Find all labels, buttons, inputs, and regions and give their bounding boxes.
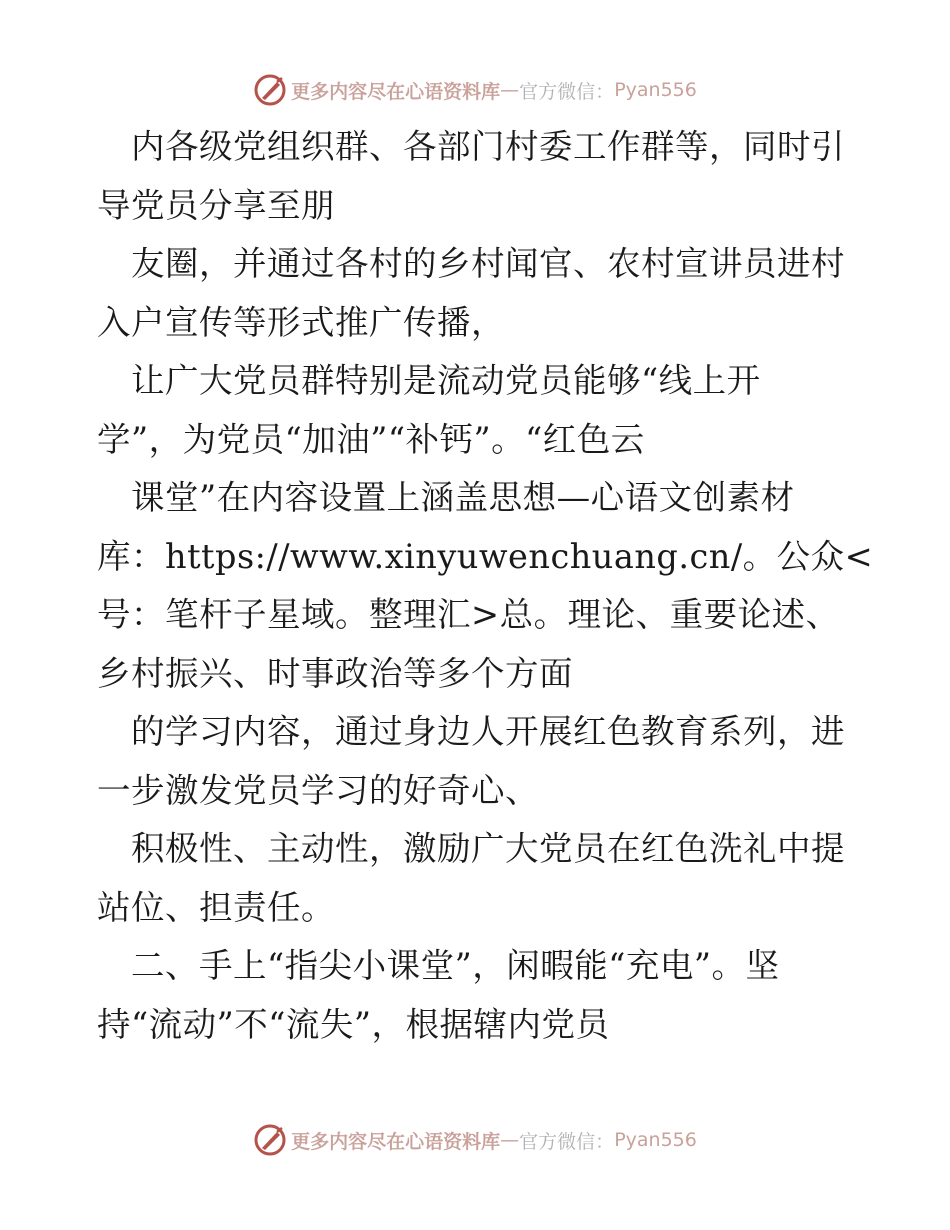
watermark-wechat-id: Pyan556 — [614, 1129, 697, 1151]
text-line: 课堂”在内容设置上涵盖思想—心语文创素材 — [97, 478, 795, 517]
body-text — [97, 118, 874, 1054]
watermark-wechat-id: Pyan556 — [614, 79, 697, 101]
text-line: 站位、担责任。 — [97, 887, 335, 927]
text-line: 持“流动”不“流失”，根据辖内党员 — [97, 1004, 610, 1044]
footer-watermark — [0, 1120, 950, 1160]
text-line: 导党员分享至朋 — [97, 185, 335, 225]
quill-logo-icon — [253, 73, 287, 107]
text-line: 内各级党组织群、各部门村委工作群等，同时引 — [97, 127, 845, 166]
watermark-wechat-label: 官方微信： — [519, 80, 615, 103]
quill-logo-icon — [253, 1123, 287, 1157]
text-line: 让广大党员群特别是流动党员能够“线上开 — [97, 361, 761, 400]
text-line: 入户宣传等形式推广传播， — [97, 302, 505, 342]
text-line: 友圈，并通过各村的乡村闻官、农村宣讲员进村 — [97, 244, 845, 283]
text-line: 库：https://www.xinyuwenchuang.cn/。公众< — [97, 536, 874, 576]
text-line: 学”，为党员“加油”“补钙”。“红色云 — [97, 419, 645, 459]
watermark-title: 更多内容尽在心语资料库 — [291, 1130, 501, 1153]
text-line: 一步激发党员学习的好奇心、 — [97, 770, 539, 810]
watermark-title: 更多内容尽在心语资料库 — [291, 80, 501, 103]
text-line: 乡村振兴、时事政治等多个方面 — [97, 653, 573, 693]
watermark-dash: — — [500, 79, 520, 101]
header-watermark — [0, 70, 950, 110]
text-line: 号：笔杆子星域。整理汇>总。理论、重要论述、 — [97, 595, 840, 634]
text-line: 积极性、主动性，激励广大党员在红色洗礼中提 — [97, 829, 845, 868]
watermark-dash: — — [500, 1129, 520, 1151]
watermark-wechat-label: 官方微信： — [519, 1130, 615, 1153]
text-line: 二、手上“指尖小课堂”，闲暇能“充电”。坚 — [97, 946, 780, 985]
text-line: 的学习内容，通过身边人开展红色教育系列，进 — [97, 712, 845, 751]
